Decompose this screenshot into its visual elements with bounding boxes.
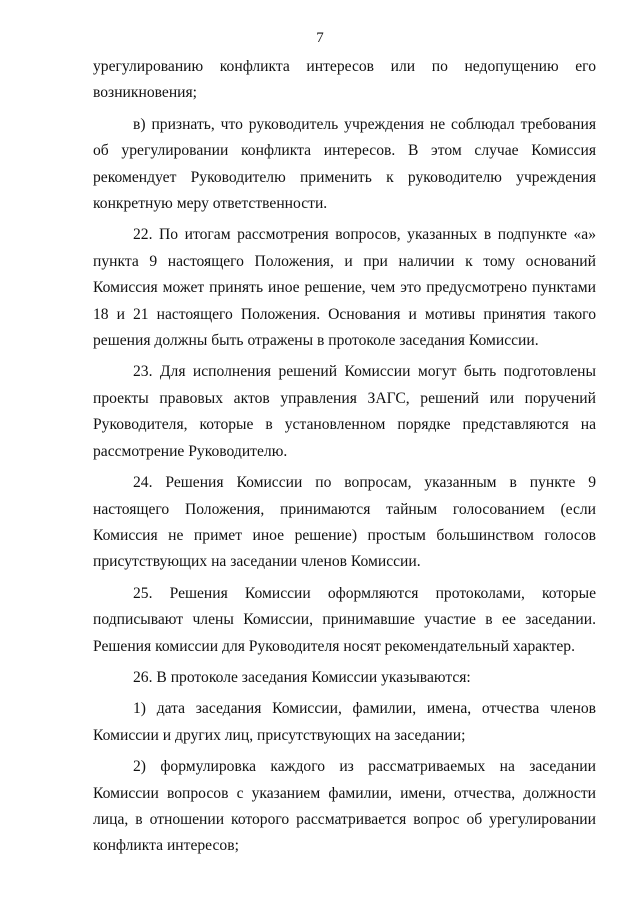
paragraph-26: 26. В протоколе заседания Комиссии указываются: [133, 668, 471, 686]
document-body [93, 54, 596, 865]
paragraph-subpoint-v: в) признать, что руководитель учреждения не соблюдал требования об урегулировании конфликта интересов. В этом случае Комиссия рекомендует Руководителю применить к руководителю учреждения конкретную меру ответственности. [93, 115, 596, 213]
paragraph-26-item-1: 1) дата заседания Комиссии, фамилии, имена, отчества членов Комиссии и других лиц, присутствующих на заседании; [93, 700, 596, 744]
paragraph-22: 22. По итогам рассмотрения вопросов, указанных в подпункте «а» пункта 9 настоящего Положения, и при наличии к тому оснований Комиссия может принять иное решение, чем это предусмотрено пунктами 18 и 21 настоящего Положения. Основания и мотивы принятия такого решения должны быть отражены в протоколе заседания Комиссии. [93, 226, 596, 350]
paragraph-26-item-2: 2) формулировка каждого из рассматриваемых на заседании Комиссии вопросов с указанием фамилии, имени, отчества, должности лица, в отношении которого рассматривается вопрос об урегулировании конфликта интересов; [93, 758, 596, 855]
paragraph-24: 24. Решения Комиссии по вопросам, указанным в пункте 9 настоящего Положения, принимаются тайным голосованием (если Комиссия не примет иное решение) простым большинством голосов присутствующих на заседании членов Комиссии. [93, 474, 596, 571]
paragraph-25: 25. Решения Комиссии оформляются протоколами, которые подписывают члены Комиссии, принимавшие участие в ее заседании. Решения комиссии для Руководителя носят рекомендательный характер. [93, 584, 596, 655]
paragraph-23: 23. Для исполнения решений Комиссии могут быть подготовлены проекты правовых актов управления ЗАГС, решений или поручений Руководителя, которые в установленном порядке представляются на рассмотрение Руководителю. [93, 363, 596, 460]
page-number: 7 [316, 30, 324, 46]
paragraph-continuation: урегулированию конфликта интересов или по недопущению его возникновения; [93, 58, 596, 102]
